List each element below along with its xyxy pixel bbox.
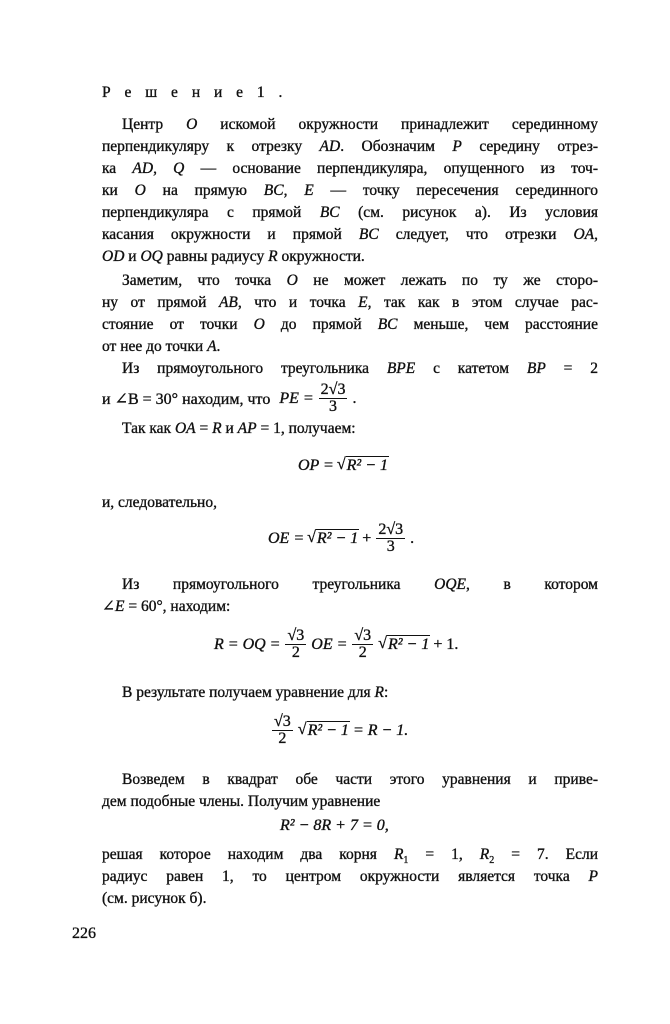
denominator: 2 — [358, 644, 367, 661]
math-symbol: E — [304, 182, 314, 199]
text-segment: — точку пересечения серединного — [313, 182, 598, 199]
math-symbol: BC — [358, 226, 379, 243]
math-symbol: BPE — [386, 360, 416, 377]
text-segment: , — [153, 160, 174, 177]
text-line — [122, 115, 598, 135]
text-segment: середину отрез- — [461, 138, 598, 155]
math-symbol: AB — [218, 294, 238, 311]
math-symbol: OA — [573, 226, 595, 243]
fraction — [376, 522, 405, 555]
text-line — [102, 247, 598, 267]
numerator: √3 — [287, 627, 305, 644]
formula-lhs: OE = — [268, 529, 305, 547]
text-line — [122, 683, 598, 703]
text-segment: окружности. — [277, 248, 365, 265]
math-symbol: AD — [319, 138, 341, 155]
text-segment: ки — [102, 182, 135, 199]
formula-tail: . — [352, 389, 357, 407]
denominator: 2 — [278, 730, 287, 747]
text-segment: (см. рисунок а). Из условия — [339, 204, 598, 221]
text-segment: = 1, получаем: — [256, 420, 356, 437]
math-symbol: BC — [319, 204, 340, 221]
text-segment: не может лежать по ту же сторо- — [297, 272, 598, 289]
math-symbol: A — [207, 338, 217, 355]
text-line — [102, 181, 598, 201]
text-segment: : — [383, 684, 389, 701]
text-line — [102, 889, 598, 909]
page-number: 226 — [72, 925, 96, 942]
text-line — [102, 159, 598, 179]
math-symbol: O — [253, 316, 265, 333]
fraction — [272, 714, 293, 747]
math-symbol: P — [588, 868, 598, 885]
formula-pe — [102, 382, 356, 415]
text-line — [102, 493, 598, 513]
text-segment: искомой окружности принадлежит серединному — [197, 116, 598, 133]
formula-middle: OE = — [311, 635, 348, 653]
text-segment: . Обозначим — [340, 138, 453, 155]
formula-quadratic — [280, 817, 389, 835]
text-segment: и — [124, 248, 141, 265]
text-segment: . — [216, 338, 221, 355]
math-symbol: OQ — [140, 248, 163, 265]
math-symbol: R — [374, 684, 384, 701]
quadratic-equation: R² − 8R + 7 = 0, — [280, 817, 389, 834]
text-segment: ну от прямой — [102, 294, 219, 311]
text-line — [102, 203, 598, 223]
math-symbol: BC — [377, 316, 398, 333]
text-line — [122, 271, 598, 291]
text-segment: и — [221, 420, 238, 437]
text-segment: , так как в этом случае рас- — [367, 294, 598, 311]
square-root: √ R² − 1 — [336, 456, 388, 474]
math-symbol: P — [452, 138, 462, 155]
math-symbol: BP — [526, 360, 546, 377]
fraction — [285, 628, 306, 661]
text-segment: ∠ — [102, 598, 115, 615]
text-segment: , — [283, 182, 305, 199]
text-segment: = — [195, 420, 213, 437]
numerator: √3 — [274, 713, 291, 730]
math-symbol: O — [286, 272, 298, 289]
text-line — [122, 770, 598, 790]
radicand: R² − 1 — [387, 636, 430, 653]
text-line — [122, 575, 598, 595]
text-segment: от нее до точки — [102, 338, 208, 355]
formula-lhs: OP = — [298, 456, 334, 474]
text-segment: до прямой — [264, 316, 378, 333]
text-segment: стояние от точки — [102, 316, 254, 333]
text-line — [102, 293, 598, 313]
math-symbol: R — [393, 846, 404, 863]
text-segment: Заметим, что точка — [122, 272, 287, 289]
text-segment: и, следовательно, — [102, 494, 217, 511]
math-symbol: R — [268, 248, 278, 265]
text-line — [122, 359, 598, 379]
text-line — [102, 337, 598, 357]
square-root: √ R² − 1 — [297, 721, 349, 739]
text-segment: следует, что отрезки — [378, 226, 574, 243]
text-segment: решая которое находим два корня — [102, 846, 394, 863]
fraction — [319, 382, 348, 415]
formula-tail: + 1. — [433, 635, 459, 653]
text-segment: равны радиусу — [162, 248, 269, 265]
radicand: R² − 1 — [346, 457, 388, 474]
math-symbol: R — [479, 846, 490, 863]
text-segment: перпендикуляра с прямой — [102, 204, 320, 221]
text-segment: на прямую — [145, 182, 264, 199]
math-symbol: AD — [132, 160, 154, 177]
text-segment: В результате получаем уравнение для — [122, 684, 375, 701]
text-segment: , — [594, 226, 598, 243]
text-segment: Возведем в квадрат обе части этого уравнения и приве- — [122, 771, 598, 788]
text-segment: = 60°, находим: — [124, 598, 231, 615]
formula-tail: . — [410, 529, 415, 547]
text-segment: касания окружности и прямой — [102, 226, 359, 243]
radicand: R² − 1 — [316, 530, 359, 547]
text-line — [102, 867, 598, 887]
square-root: √ R² − 1 — [378, 635, 430, 653]
text-segment: с катетом — [415, 360, 527, 377]
plus-sign: + — [362, 529, 372, 547]
math-symbol: E — [115, 598, 125, 615]
text-line — [122, 419, 598, 439]
math-symbol: O — [134, 182, 146, 199]
text-segment: = 7. Если — [494, 846, 598, 863]
math-symbol: BC — [263, 182, 284, 199]
text-segment: Центр — [122, 116, 187, 133]
math-symbol: Q — [173, 160, 185, 177]
formula-equation — [270, 714, 408, 747]
fraction — [352, 628, 373, 661]
radicand: R² − 1 — [307, 722, 349, 739]
formula-lhs: R = OQ = — [214, 635, 281, 653]
text-segment: (см. рисунок б). — [102, 890, 207, 907]
text-segment: дем подобные члены. Получим уравнение — [102, 793, 381, 810]
text-line — [102, 845, 598, 865]
text-segment: Так как — [122, 420, 175, 437]
formula-lhs: PE = — [279, 389, 314, 407]
text-segment: радиус равен 1, то центром окружности является точка — [102, 868, 589, 885]
text-segment: Из прямоугольного треугольника — [122, 360, 387, 377]
text-segment: перпендикуляру к отрезку — [102, 138, 320, 155]
formula-r — [214, 628, 458, 661]
text-segment: , что и точка — [237, 294, 359, 311]
math-symbol: OA — [174, 420, 196, 437]
math-symbol: OQE — [434, 576, 466, 593]
subscript: 2 — [489, 855, 495, 865]
formula-op — [298, 456, 389, 475]
denominator: 2 — [291, 644, 300, 661]
subscript: 1 — [403, 855, 409, 865]
text-segment: — основание перпендикуляра, опущенного из точ- — [184, 160, 598, 177]
text-segment: ка — [102, 160, 133, 177]
math-symbol: R — [212, 420, 222, 437]
numerator: 2√3 — [320, 381, 346, 398]
formula-text: и ∠B = 30° находим, что — [102, 390, 271, 408]
square-root: √ R² − 1 — [307, 529, 359, 547]
text-line — [102, 597, 598, 617]
text-line — [102, 792, 598, 812]
numerator: 2√3 — [378, 521, 404, 538]
math-symbol: O — [186, 116, 198, 133]
math-symbol: AP — [237, 420, 257, 437]
formula-rhs: = R − 1. — [352, 721, 409, 739]
text-segment: меньше, чем расстояние — [397, 316, 598, 333]
text-line — [102, 225, 598, 245]
text-segment: , в котором — [465, 576, 598, 593]
numerator: √3 — [354, 627, 372, 644]
text-line — [102, 315, 598, 335]
denominator: 3 — [329, 398, 338, 415]
text-line — [102, 137, 598, 157]
formula-oe — [268, 522, 414, 555]
section-heading: Р е ш е н и е 1 . — [102, 84, 288, 101]
denominator: 3 — [386, 538, 395, 555]
math-symbol: OD — [102, 248, 125, 265]
text-segment: = 2 — [545, 360, 598, 377]
math-symbol: E — [358, 294, 368, 311]
text-segment: Из прямоугольного треугольника — [122, 576, 435, 593]
text-segment: = 1, — [408, 846, 480, 863]
